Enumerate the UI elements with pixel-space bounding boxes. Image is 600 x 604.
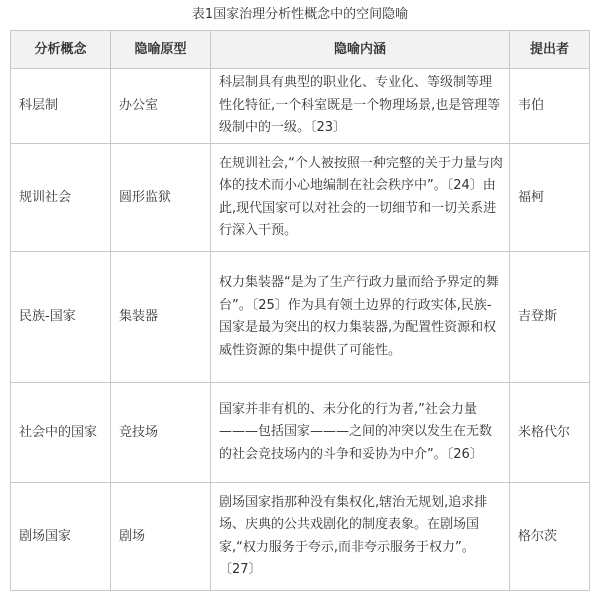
table-row [11, 144, 590, 252]
cell-meaning: 在规训社会,“个人被按照一种完整的关于力量与肉体的技术而小心地编制在社会秩序中”。〔24〕由此,现代国家可以对社会的一切细节和一切关系进行深入干预。 [211, 144, 510, 252]
header-row [11, 31, 590, 69]
cell-meaning: 权力集装器“是为了生产行政力量而给予界定的舞台”。〔25〕作为具有领土边界的行政实体,民族-国家是最为突出的权力集装器,为配置性资源和权威性资源的集中提供了可能性。 [211, 252, 510, 383]
cell-prototype: 剧场 [111, 483, 211, 591]
cell-proposer: 吉登斯 [510, 252, 590, 383]
cell-prototype: 竞技场 [111, 383, 211, 483]
table-row [11, 483, 590, 591]
cell-concept: 剧场国家 [11, 483, 111, 591]
table-caption: 表1国家治理分析性概念中的空间隐喻 [191, 7, 409, 22]
cell-prototype: 集装器 [111, 252, 211, 383]
concept-table [10, 30, 590, 591]
cell-prototype: 办公室 [111, 69, 211, 144]
cell-concept: 社会中的国家 [11, 383, 111, 483]
table-row [11, 252, 590, 383]
table-row [11, 69, 590, 144]
table-row [11, 383, 590, 483]
cell-proposer: 福柯 [510, 144, 590, 252]
header-meaning: 隐喻内涵 [211, 31, 510, 69]
cell-proposer: 米格代尔 [510, 383, 590, 483]
cell-proposer: 格尔茨 [510, 483, 590, 591]
header-prototype: 隐喻原型 [111, 31, 211, 69]
cell-meaning: 剧场国家指那种没有集权化,辖治无规划,追求排场、庆典的公共戏剧化的制度表象。在剧场国家,“权力服务于夸示,而非夸示服务于权力”。〔27〕 [211, 483, 510, 591]
header-proposer: 提出者 [510, 31, 590, 69]
cell-meaning: 科层制具有典型的职业化、专业化、等级制等理性化特征,一个科室既是一个物理场景,也是管理等级制中的一级。〔23〕 [211, 69, 510, 144]
cell-meaning: 国家并非有机的、未分化的行为者,”社会力量———包括国家———之间的冲突以发生在无数的社会竞技场内的斗争和妥协为中介”。〔26〕 [211, 383, 510, 483]
cell-concept: 科层制 [11, 69, 111, 144]
header-concept: 分析概念 [11, 31, 111, 69]
cell-concept: 民族-国家 [11, 252, 111, 383]
cell-concept: 规训社会 [11, 144, 111, 252]
cell-proposer: 韦伯 [510, 69, 590, 144]
cell-prototype: 圆形监狱 [111, 144, 211, 252]
